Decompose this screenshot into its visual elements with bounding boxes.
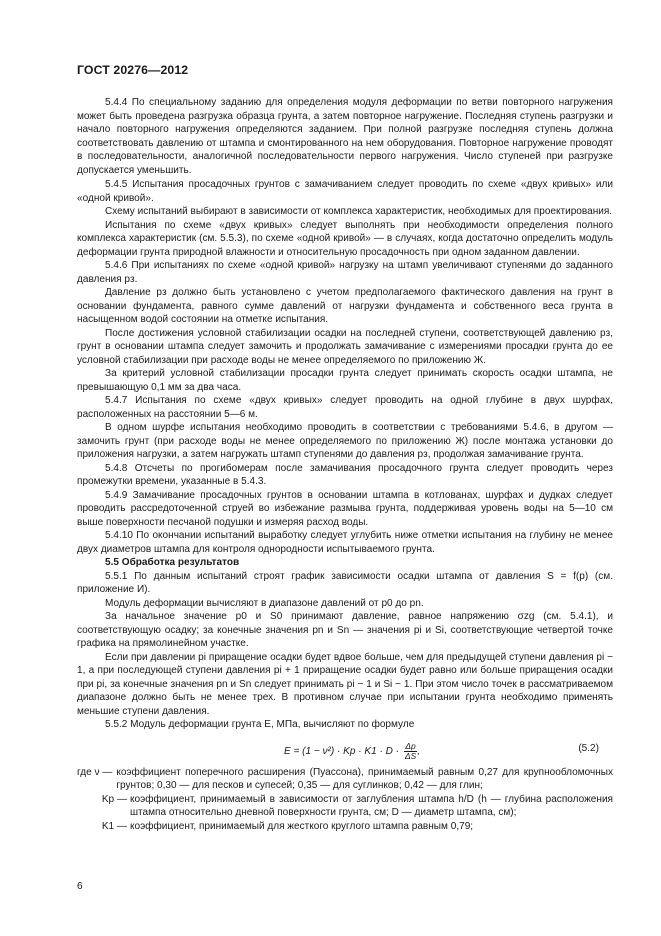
- paragraph-5-4-4: 5.4.4 По специальному заданию для определения модуля деформации по ветви повторного нагружения может быть проведена разгрузка образца грунта, а затем повторное нагружение. Последняя ступень разгрузки и начало повторного нагружения определяются заданием. При полной разгрузке последняя ступень должна соответствовать давлению от штампа и смонтированного на нем оборудования. Повторное нагружение проводят в последовательности, аналогичной последовательности первого нагружения. Число ступеней при разгрузке допускается уменьшить.: [77, 97, 613, 176]
- formula-denominator: ΔS: [404, 750, 417, 761]
- section-heading: 5.5 Обработка результатов: [105, 557, 240, 568]
- paragraph-5-4-9: 5.4.9 Замачивание просадочных грунтов в основании штампа в котлованах, шурфах и дудках следует проводить рассредоточенной струей во избежание размыва грунта, поддерживая уровень воды на 5—10 см выше поверхности песчаной подушки и измеряя расход воды.: [77, 489, 613, 528]
- page-body: [77, 96, 613, 833]
- formula-expression: [284, 742, 420, 761]
- page-number: 6: [77, 881, 83, 892]
- paragraph: Модуль деформации вычисляют в диапазоне давлений от p0 до pn.: [105, 597, 424, 609]
- paragraph-5-5-2: 5.5.2 Модуль деформации грунта E, МПа, вычисляют по формуле: [105, 719, 415, 730]
- paragraph-5-4-7: 5.4.7 Испытания по схеме «двух кривых» следует проводить на одной глубине в двух шурфах, расположенных на расстоянии 5—6 м.: [77, 395, 613, 420]
- paragraph: Давление pз должно быть установлено с учетом предполагаемого фактического давления на грунт в основании фундамента, равного сумме давлений от нагрузки фундамента и собственного веса грунта в насыщенном водой состоянии на отметке испытания.: [77, 287, 613, 325]
- definition-symbol: K1 —: [101, 820, 127, 832]
- formula-tail: ,: [417, 745, 420, 757]
- paragraph-5-4-6: 5.4.6 При испытаниях по схеме «одной кривой» нагрузку на штамп увеличивают ступенями до заданного давления pз.: [77, 260, 613, 285]
- paragraph: В одном шурфе испытания необходимо проводить в соответствии с требованиями 5.4.6, в другом — замочить грунт (при расходе воды не менее определяемого по приложению Ж) после монтажа установки до приложения нагрузки, а затем нагружать штамп ступенями до давления pз, продолжая замачивание грунта.: [77, 422, 613, 460]
- standard-header: ГОСТ 20276—2012: [77, 63, 189, 77]
- paragraph-5-4-8: 5.4.8 Отсчеты по прогибомерам после замачивания просадочного грунта следует проводить через промежутки времени, указанные в 5.4.3.: [77, 462, 613, 487]
- definition-text: коэффициент, принимаемый в зависимости от заглубления штампа h/D (h — глубина расположения штампа относительно дневной поверхности грунта, см; D — диаметр штампа, см);: [130, 793, 613, 818]
- paragraph-5-5-1: 5.5.1 По данным испытаний строят график зависимости осадки штампа от давления S = f(p) (см. приложение И).: [77, 570, 613, 595]
- formula-numerator: Δp: [405, 740, 416, 751]
- paragraph-5-4-10: 5.4.10 По окончании испытаний выработку следует углубить ниже отметки испытания на глубину не менее двух диаметров штампа для контроля однородности испытываемого грунта.: [77, 530, 613, 555]
- definition-text: коэффициент поперечного расширения (Пуассона), принимаемый равным 0,27 для крупнообломочных грунтов; 0,30 — для песков и супесей; 0,35 — для суглинков; 0,42 — для глин;: [116, 766, 613, 791]
- definition-k1: [77, 820, 613, 834]
- formula-fraction: [404, 742, 417, 761]
- paragraph: После достижения условной стабилизации осадки на последней ступени, соответствующей давлению pз, грунт в основании штампа следует замочить и продолжать замачивание с измерениями просадки грунта до ее условной стабилизации при расходе воды не менее определяемого по приложению Ж.: [77, 327, 613, 366]
- formula-number: (5.2): [578, 742, 599, 754]
- definition-text: коэффициент, принимаемый для жесткого круглого штампа равным 0,79;: [130, 820, 474, 832]
- definition-kp: [77, 793, 613, 820]
- paragraph: За критерий условной стабилизации просадки грунта следует принимать скорость осадки штампа, не превышающую 0,1 мм за два часа.: [77, 368, 613, 393]
- definition-symbol: где ν —: [77, 766, 113, 778]
- formula-5-2: [77, 734, 613, 764]
- paragraph: Испытания по схеме «двух кривых» следует выполнять при необходимости определения полного комплекса характеристик (см. 5.5.3), по схеме «одной кривой» — в случаях, когда достаточно определить модуль деформации грунта природной влажности и относительную просадочность при одном заданном давлении.: [77, 219, 613, 258]
- paragraph: За начальное значение p0 и S0 принимают давление, равное напряжению σzg (см. 5.4.1), и соответствующую осадку; за конечные значения pn и Sn — значения pi и Si, соответствующие четвертой точке графика на прямолинейном участке.: [77, 611, 613, 649]
- formula-lhs: E = (1 − ν²) · Kp · K1 · D ·: [284, 745, 400, 757]
- definition-symbol: Kp —: [101, 793, 127, 805]
- paragraph: Если при давлении pi приращение осадки будет вдвое больше, чем для предыдущей ступени давления pi − 1, а при последующей ступени давления pi + 1 приращение осадки будет равно или больше приращения осадки при pi, за конечные значения pn и Sn следует принимать pi − 1 и Si − 1. При этом число точек в рассматриваемом диапазоне должно быть не менее трех. В противном случае при испытании грунта необходимо применять меньшие ступени давления.: [77, 651, 613, 717]
- paragraph-5-4-5: 5.4.5 Испытания просадочных грунтов с замачиванием следует проводить по схеме «двух кривых» или «одной кривой».: [77, 179, 613, 204]
- paragraph: Схему испытаний выбирают в зависимости от комплекса характеристик, необходимых для проектирования.: [105, 206, 613, 217]
- definition-nu: [77, 766, 613, 793]
